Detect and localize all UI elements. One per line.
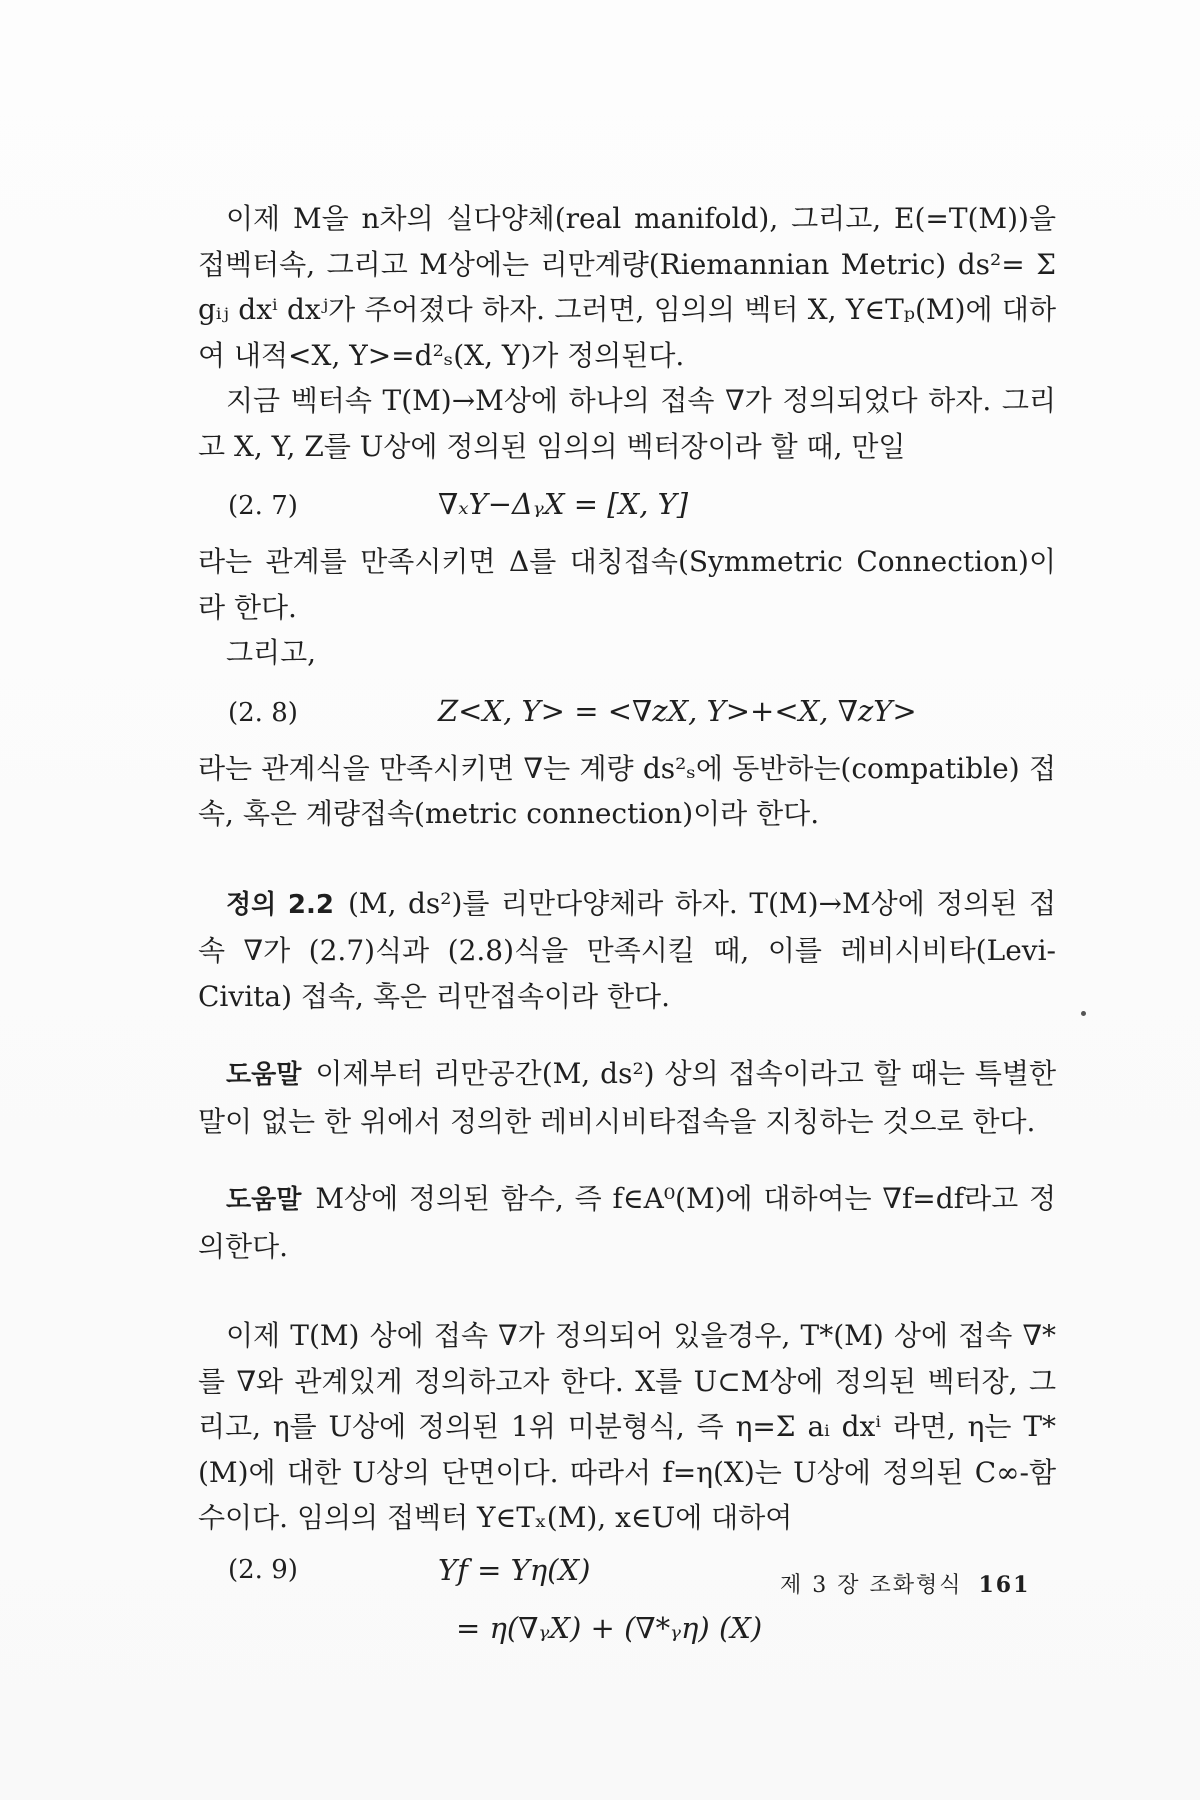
- paragraph-compatible: 라는 관계식을 만족시키면 ∇는 계량 ds²ₛ에 동반하는(compatible) 접속, 혹은 계량접속(metric connection)이라 한다.: [198, 751, 1056, 830]
- remark-1: [198, 1051, 1056, 1144]
- print-speck: [1081, 1011, 1086, 1016]
- paragraph-dual: 이제 T(M) 상에 접속 ∇가 정의되어 있을경우, T*(M) 상에 접속 ∇*를 ∇와 관계있게 정의하고자 한다. X를 U⊂M상에 정의된 벡터장, 그리고, η를 U상에 정의된 1위 미분형식, 즉 η=Σ aᵢ dxⁱ 라면, η는 T*(M)에 대한 U상의 단면이다. 따라서 f=η(X)는 U상에 정의된 C∞-함수이다. 임의의 접벡터 Y∈Tₓ(M), x∈U에 대하여: [198, 1319, 1056, 1534]
- remark-text: 이제부터 리만공간(M, ds²) 상의 접속이라고 할 때는 특별한 말이 없는 한 위에서 정의한 레비시비타접속을 지칭하는 것으로 한다.: [198, 1057, 1056, 1138]
- equation-2-7: [198, 475, 1056, 533]
- equation-line-1: Yf = Yη(X): [438, 1552, 591, 1587]
- paragraph-connection: 지금 벡터속 T(M)→M상에 하나의 접속 ∇가 정의되었다 하자. 그리고 X, Y, Z를 U상에 정의된 임의의 벡터장이라 할 때, 만일: [198, 384, 1056, 463]
- definition-2-2: [198, 881, 1056, 1020]
- equation-lines: [438, 1541, 762, 1657]
- equation-formula: ∇ₓY−ΔᵧX = [X, Y]: [438, 487, 689, 521]
- equation-line-2: = η(∇ᵧX) + (∇*ᵧη) (X): [456, 1610, 763, 1645]
- equation-number: (2. 7): [228, 491, 298, 521]
- definition-text: (M, ds²)를 리만다양체라 하자. T(M)→M상에 정의된 접속 ∇가 (2.7)식과 (2.8)식을 만족시킬 때, 이를 레비시비타(Levi-Civita) 접속, 혹은 리만접속이라 한다.: [198, 886, 1056, 1013]
- equation-2-8: [198, 682, 1056, 740]
- equation-number: (2. 8): [228, 697, 298, 728]
- chapter-title: 제 3 장 조화형식: [780, 1573, 963, 1598]
- page-body: [198, 196, 1056, 1657]
- page-footer: [780, 1568, 1080, 1599]
- definition-label: 정의 2.2: [226, 889, 334, 920]
- paragraph-symmetric: 라는 관계를 만족시키면 Δ를 대칭접속(Symmetric Connection)이라 한다.: [198, 545, 1056, 624]
- paragraph-intro: 이제 M을 n차의 실다양체(real manifold), 그리고, E(=T(M))을 접벡터속, 그리고 M상에는 리만계량(Riemannian Metric) ds²= Σ gᵢⱼ dxⁱ dxʲ가 주어졌다 하자. 그러면, 임의의 벡터 X, Y∈Tₚ(M)에 대하여 내적<X, Y>=d²ₛ(X, Y)가 정의된다.: [198, 202, 1056, 372]
- page-number: 161: [978, 1572, 1031, 1598]
- equation-formula: Z<X, Y> = <∇zX, Y>+<X, ∇zY>: [438, 693, 917, 728]
- equation-number: (2. 9): [228, 1554, 298, 1585]
- paragraph-and: 그리고,: [226, 636, 317, 669]
- remark-label: 도움말: [226, 1060, 302, 1090]
- remark-text: M상에 정의된 함수, 즉 f∈A⁰(M)에 대하여는 ∇f=df라고 정의한다.: [198, 1182, 1056, 1263]
- remark-2: [198, 1176, 1056, 1269]
- remark-label: 도움말: [226, 1185, 302, 1215]
